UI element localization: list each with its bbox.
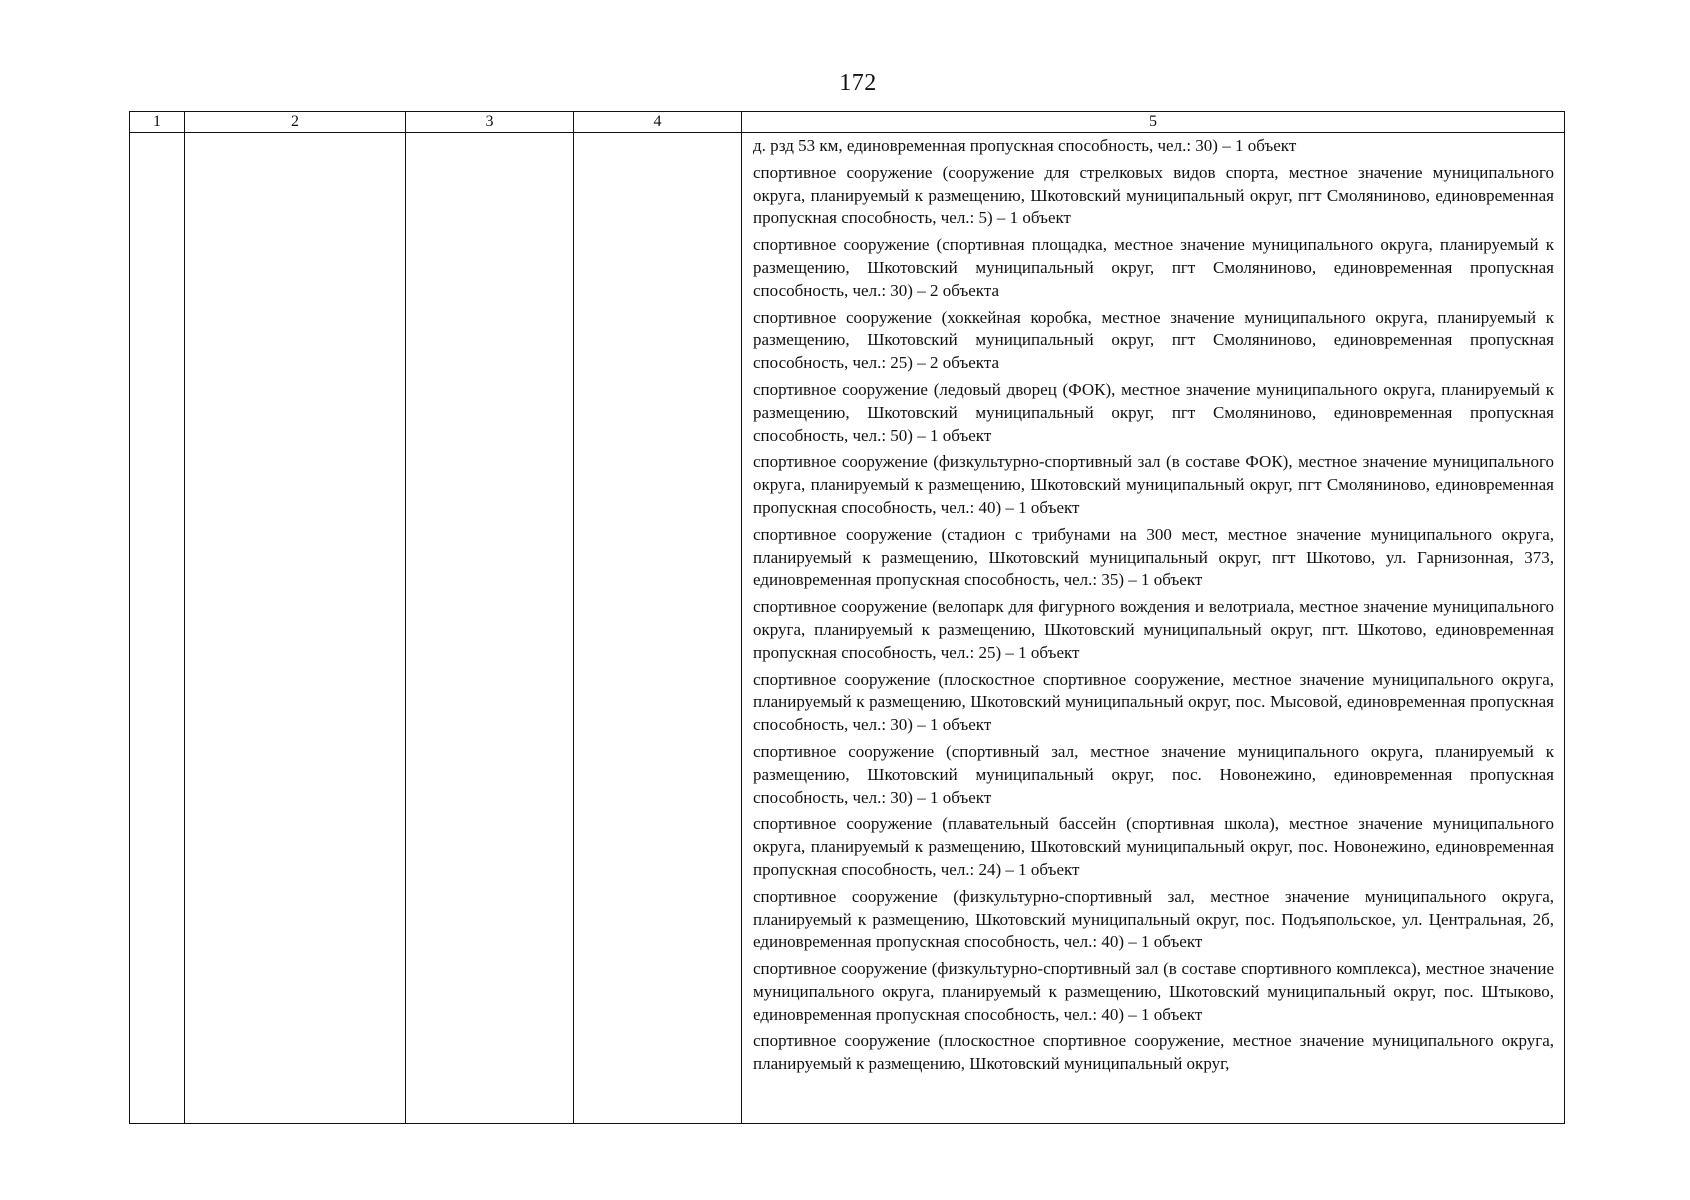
column-5-cell <box>742 133 1565 1124</box>
entry-paragraph: спортивное сооружение (плоскостное спортивное сооружение, местное значение муниципального округа, планируемый к размещению, Шкотовский муниципальный округ, <box>753 1031 1554 1074</box>
column-header-4: 4 <box>574 112 742 133</box>
entry-paragraph: спортивное сооружение (сооружение для стрелковых видов спорта, местное значение муниципального округа, планируемый к размещению, Шкотовский муниципальный округ, пгт Смоляниново, единовременная пропускная способность, чел.: 5) – 1 объект <box>753 162 1554 228</box>
column-header-1: 1 <box>130 112 185 133</box>
table-header-row <box>130 112 1565 133</box>
entry-paragraph: спортивное сооружение (плоскостное спортивное сооружение, местное значение муниципального округа, планируемый к размещению, Шкотовский муниципальный округ, пос. Мысовой, единовременная пропускная способность, чел.: 30) – 1 объект <box>753 669 1554 735</box>
entry-paragraph: спортивное сооружение (физкультурно-спортивный зал, местное значение муниципального округа, планируемый к размещению, Шкотовский муниципальный округ, пос. Подъяпольское, ул. Центральная, 2б, единовременная пропускная способность, чел.: 40) – 1 объект <box>753 886 1554 952</box>
column-1-cell <box>130 133 185 1124</box>
entry-paragraph: спортивное сооружение (спортивный зал, местное значение муниципального округа, планируемый к размещению, Шкотовский муниципальный округ, пос. Новонежино, единовременная пропускная способность, чел.: 30) – 1 объект <box>753 741 1554 807</box>
entries-list <box>742 133 1564 1123</box>
entry-paragraph: спортивное сооружение (стадион с трибунами на 300 мест, местное значение муниципального округа, планируемый к размещению, Шкотовский муниципальный округ, пгт Шкотово, ул. Гарнизонная, 373, единовременная пропускная способность, чел.: 35) – 1 объект <box>753 524 1554 590</box>
column-header-5: 5 <box>742 112 1565 133</box>
entry-paragraph: спортивное сооружение (спортивная площадка, местное значение муниципального округа, планируемый к размещению, Шкотовский муниципальный округ, пгт Смоляниново, единовременная пропускная способность, чел.: 30) – 2 объекта <box>753 235 1554 300</box>
column-4-cell <box>574 133 742 1124</box>
column-3-cell <box>406 133 574 1124</box>
entry-paragraph: спортивное сооружение (ледовый дворец (ФОК), местное значение муниципального округа, планируемый к размещению, Шкотовский муниципальный округ, пгт Смоляниново, единовременная пропускная способность, чел.: 50) – 1 объект <box>753 379 1554 445</box>
table-row <box>130 133 1565 1124</box>
data-table <box>129 111 1565 1124</box>
entry-paragraph: спортивное сооружение (физкультурно-спортивный зал (в составе спортивного комплекса), местное значение муниципального округа, планируемый к размещению, Шкотовский муниципальный округ, пос. Штыково, единовременная пропускная способность, чел.: 40) – 1 объект <box>753 959 1554 1024</box>
entry-paragraph: д. рзд 53 км, единовременная пропускная способность, чел.: 30) – 1 объект <box>753 136 1297 155</box>
column-header-3: 3 <box>406 112 574 133</box>
column-2-cell <box>185 133 406 1124</box>
entry-paragraph: спортивное сооружение (физкультурно-спортивный зал (в составе ФОК), местное значение муниципального округа, планируемый к размещению, Шкотовский муниципальный округ, пгт Смоляниново, единовременная пропускная способность, чел.: 40) – 1 объект <box>753 452 1554 517</box>
column-header-2: 2 <box>185 112 406 133</box>
entry-paragraph: спортивное сооружение (велопарк для фигурного вождения и велотриала, местное значение муниципального округа, планируемый к размещению, Шкотовский муниципальный округ, пгт. Шкотово, единовременная пропускная способность, чел.: 25) – 1 объект <box>753 597 1554 662</box>
page-number: 172 <box>839 70 877 96</box>
entry-paragraph: спортивное сооружение (хоккейная коробка, местное значение муниципального округа, планируемый к размещению, Шкотовский муниципальный округ, пгт Смоляниново, единовременная пропускная способность, чел.: 25) – 2 объекта <box>753 307 1554 373</box>
entry-paragraph: спортивное сооружение (плавательный бассейн (спортивная школа), местное значение муниципального округа, планируемый к размещению, Шкотовский муниципальный округ, пос. Новонежино, единовременная пропускная способность, чел.: 24) – 1 объект <box>753 814 1554 879</box>
